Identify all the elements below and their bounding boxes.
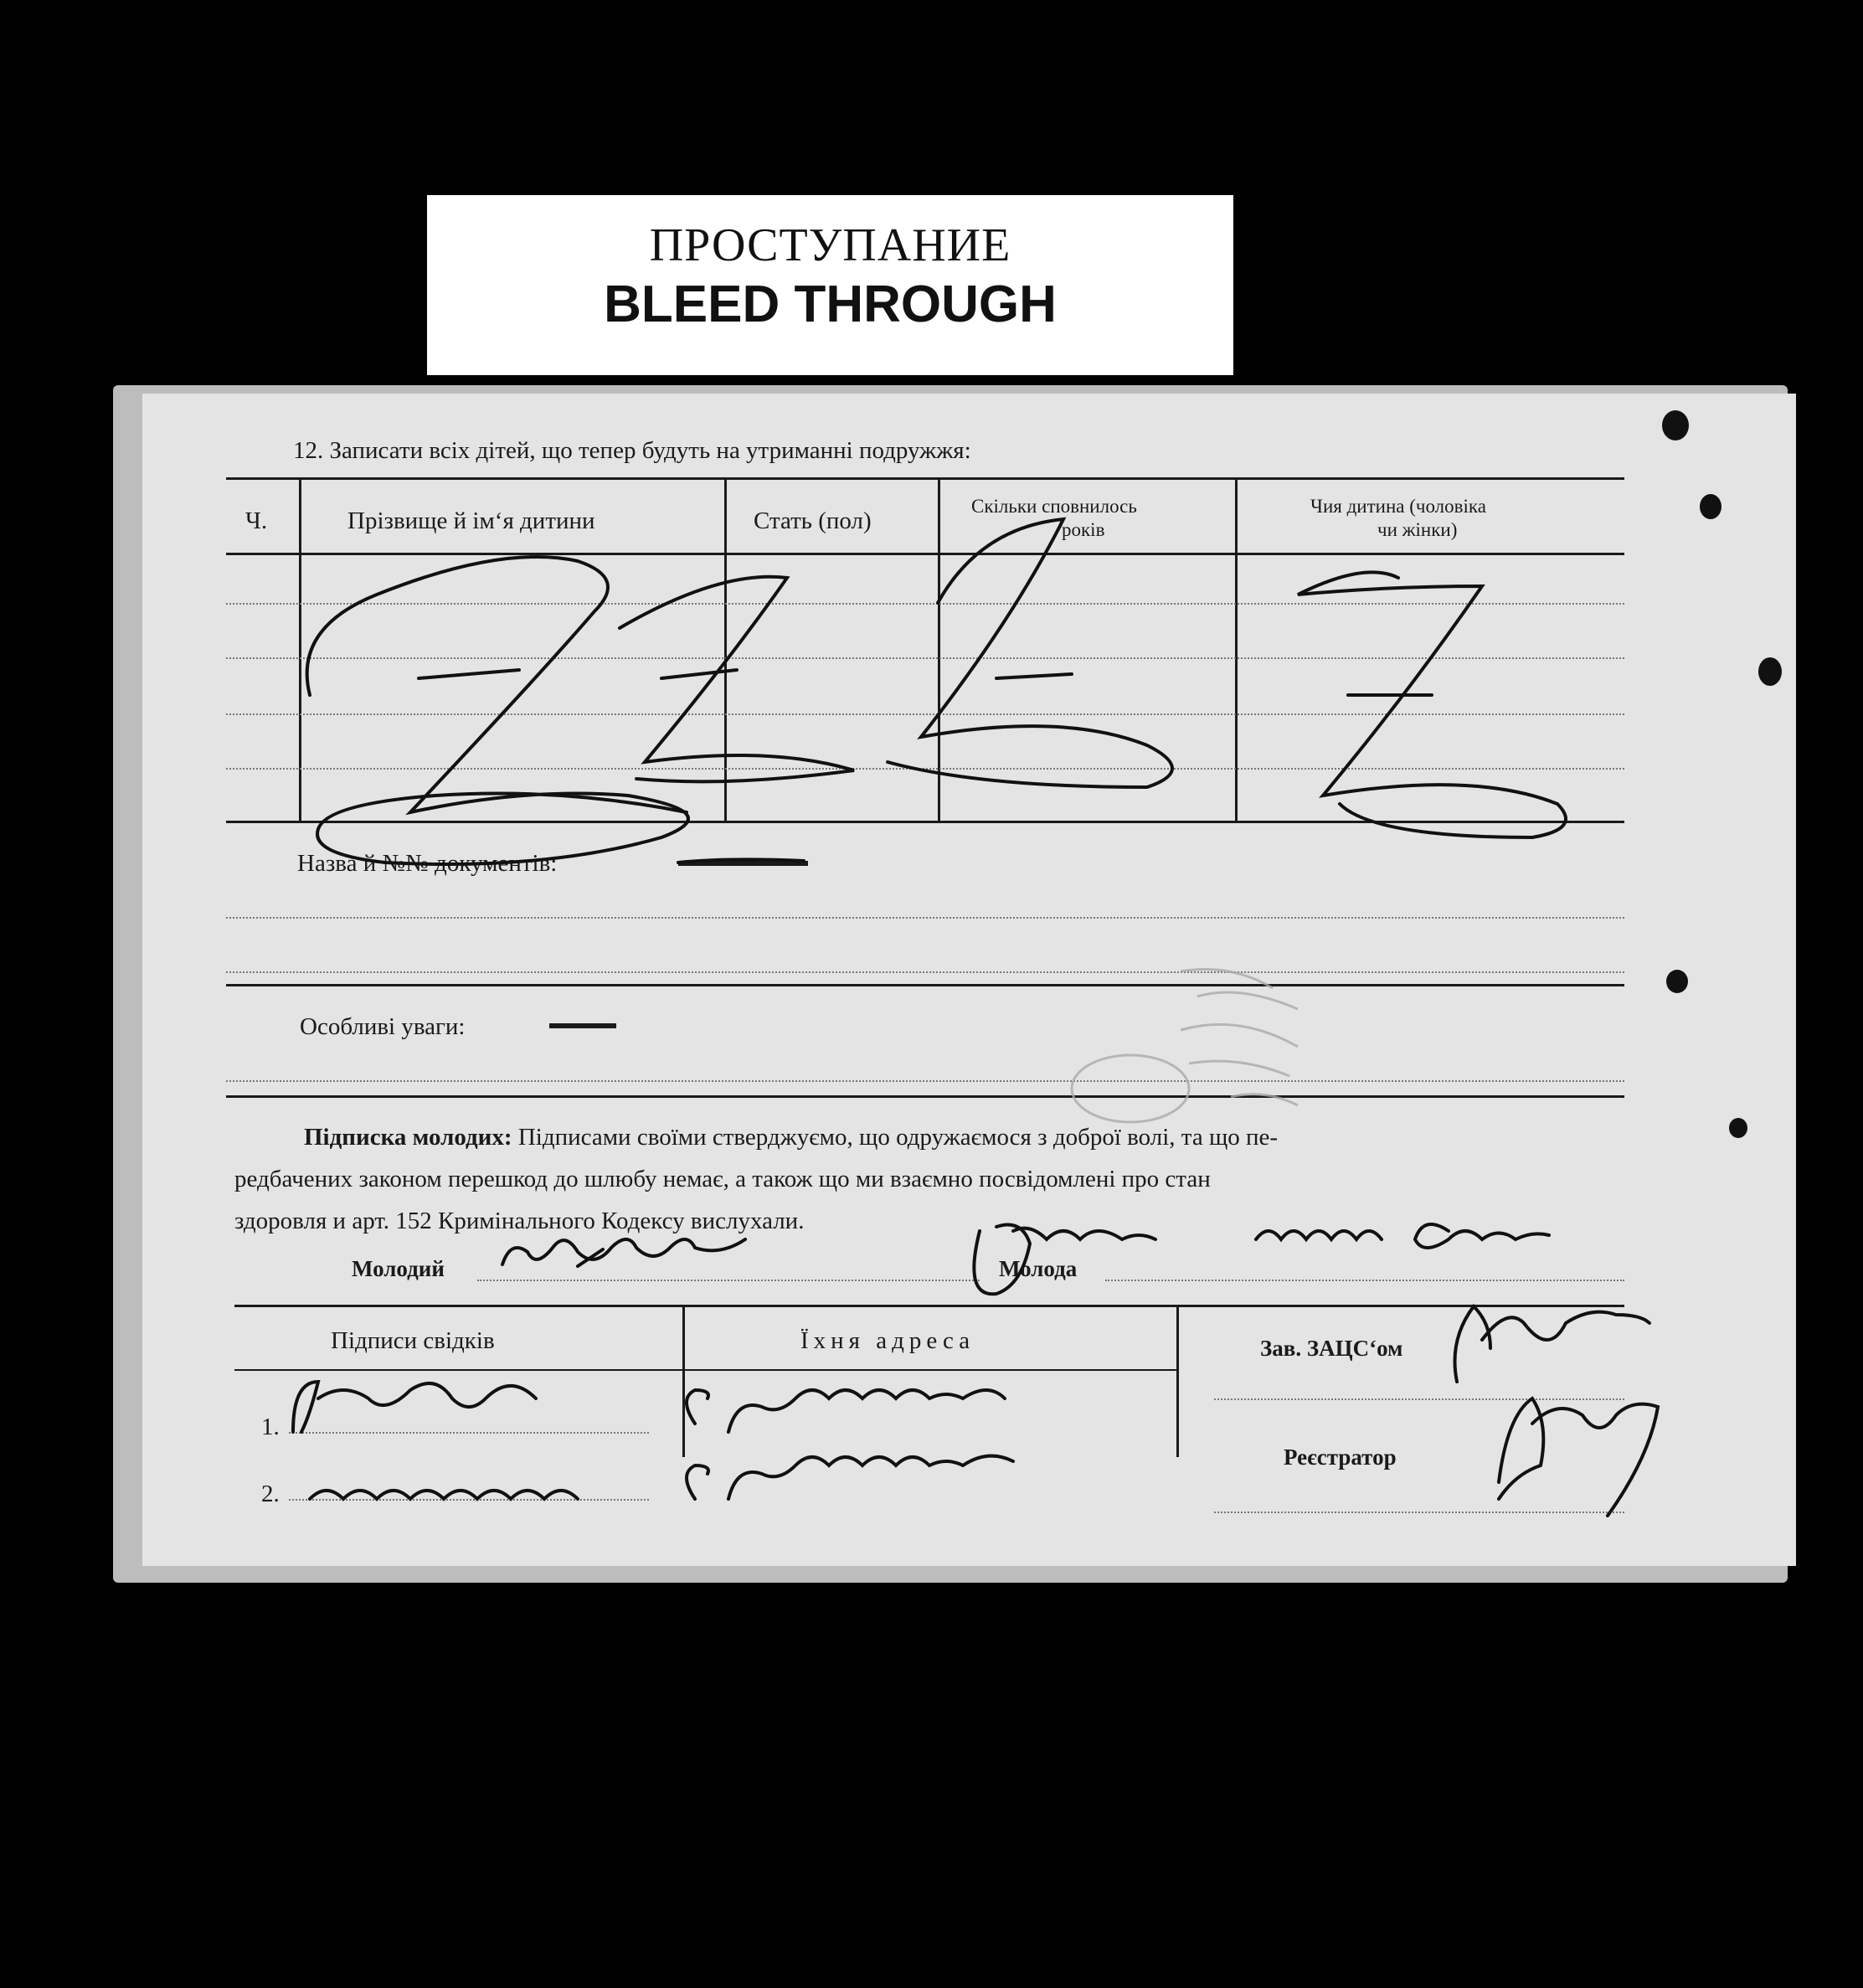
punch-hole: [1666, 970, 1688, 993]
witness-1-signature: [293, 1382, 536, 1432]
declaration-line-3: здоровля и арт. 152 Кримінального Кодексу вислухали.: [234, 1208, 805, 1234]
notes-label: Особливі уваги:: [300, 1013, 466, 1040]
bride-signature: [974, 1224, 1549, 1294]
witness-2-num: 2.: [261, 1481, 280, 1507]
head-label: Зав. ЗАЦС‘ом: [1260, 1336, 1403, 1361]
col-header-age-1: Скільки сповнилось: [971, 496, 1137, 517]
col-header-whose-1: Чия дитина (чоловіка: [1310, 496, 1486, 517]
col-header-age-2: років: [1062, 519, 1105, 540]
witness-1-num: 1.: [261, 1414, 280, 1440]
groom-label: Молодий: [352, 1256, 445, 1281]
address-header: Їхня адреса: [800, 1327, 975, 1354]
marriage-record-card: [142, 394, 1796, 1566]
bleed-through-tag: [427, 195, 1233, 375]
tag-line-english: BLEED THROUGH: [604, 276, 1057, 333]
tag-line-cyrillic: ПРОСТУПАНИЕ: [649, 219, 1011, 271]
head-signature: [1455, 1306, 1650, 1382]
z-mark-whose-column: [1298, 572, 1566, 837]
documents-scribble: [678, 859, 804, 863]
z-mark-name-column: [307, 557, 688, 864]
z-mark-age-column: [888, 519, 1172, 787]
witnesses-header: Підписи свідків: [331, 1327, 495, 1354]
col-header-name: Прізвище й ім‘я дитини: [347, 507, 595, 534]
registrar-label: Реєстратор: [1284, 1445, 1397, 1470]
address-1-handwriting: [687, 1390, 1005, 1432]
col-header-whose-2: чи жінки): [1377, 519, 1458, 540]
documents-label: Назва й №№ документів:: [297, 850, 558, 877]
punch-hole: [1700, 494, 1721, 519]
declaration-line-2: редбачених законом перешкод до шлюбу немає, а також що ми взаємно посвідомлені про стан: [234, 1166, 1211, 1192]
punch-hole: [1729, 1118, 1747, 1138]
punch-hole: [1662, 410, 1689, 440]
registrar-signature: [1499, 1398, 1658, 1516]
bride-label: Молода: [999, 1256, 1078, 1281]
declaration-text-1: Підписами своїми стверджуємо, що одружаємося з доброї волі, та що пе-: [517, 1124, 1279, 1151]
witness-2-signature: [310, 1491, 578, 1499]
section-12-title: 12. Записати всіх дітей, що тепер будуть на утриманні подружжя:: [293, 437, 971, 464]
col-header-sex: Стать (пол): [754, 507, 872, 534]
handwriting-overlay: [142, 394, 1796, 1566]
punch-hole: [1758, 657, 1782, 686]
col-header-num: Ч.: [245, 507, 268, 534]
declaration-heading: Підписка молодих:: [304, 1124, 512, 1151]
groom-signature: [502, 1239, 745, 1266]
address-2-handwriting: [687, 1456, 1013, 1499]
z-mark-sex-column: [620, 577, 854, 782]
